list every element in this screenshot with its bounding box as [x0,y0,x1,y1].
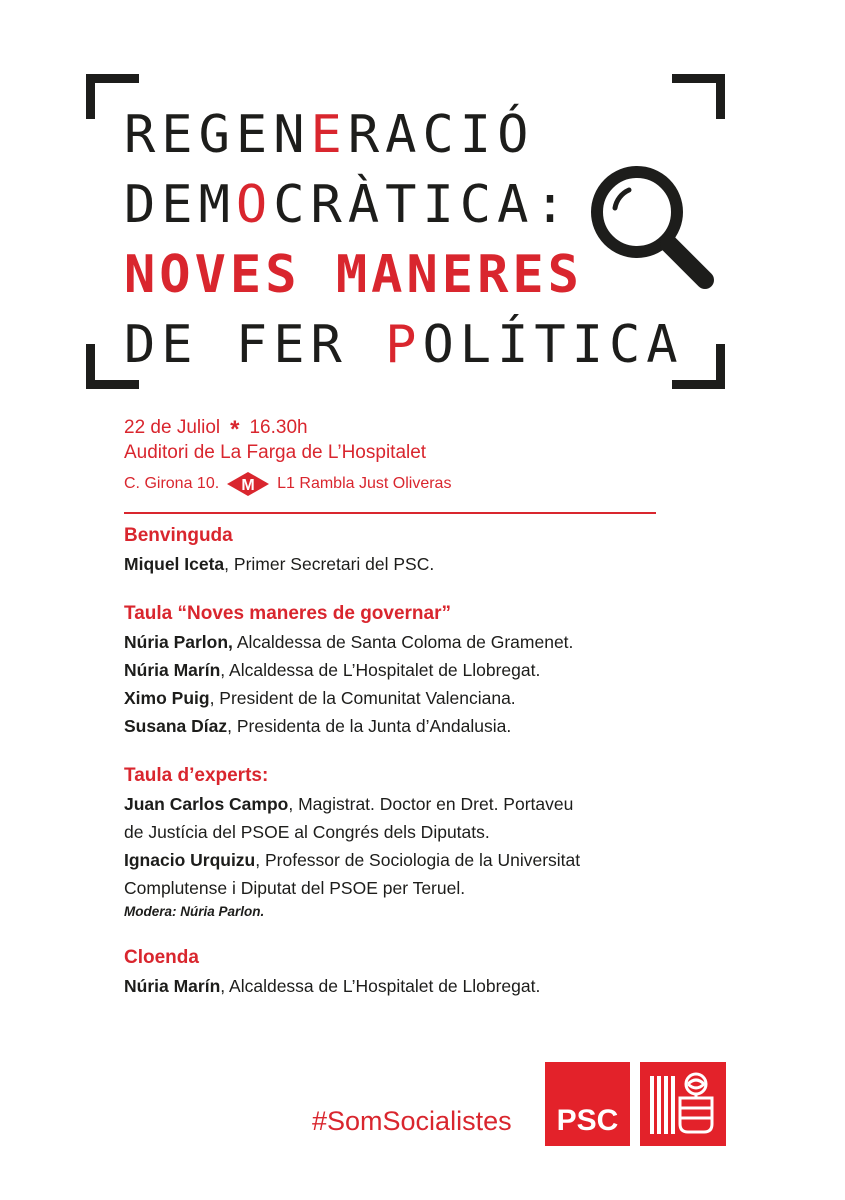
metro-line: L1 Rambla Just Oliveras [277,475,452,492]
magnifying-glass-icon [585,160,720,295]
title-line-2: DEMOCRÀTICA: [124,175,572,235]
speaker-name: Núria Marín [124,660,221,680]
speaker-name: Susana Díaz [124,716,228,736]
speaker-name: Miquel Iceta [124,554,225,574]
psc-logo: PSC [545,1062,630,1146]
speaker-line [124,712,684,740]
metro-letter: M [241,477,255,494]
speaker-line [124,550,684,578]
speaker-role: , Magistrat. Doctor en Dret. Portaveu [288,794,574,814]
separator-star: * [230,416,240,443]
psc-fist-rose-emblem [640,1062,726,1146]
speaker-role: , Professor de Sociologia de la Universitat [255,850,581,870]
speaker-line [124,684,684,712]
section-closing [124,944,684,1000]
speaker-line [124,628,684,656]
section-heading: Taula d’experts: [124,765,269,786]
event-time: 16.30h [249,417,308,438]
speaker-role: , Primer Secretari del PSC. [224,554,435,574]
speaker-role-continued: de Justícia del PSOE al Congrés dels Diputats. [124,822,490,842]
speaker-name: Núria Parlon, [124,632,233,652]
section-heading: Benvinguda [124,525,233,546]
speaker-role: , Presidenta de la Junta d’Andalusia. [227,716,512,736]
speaker-line [124,846,684,874]
divider-line [124,512,656,514]
hashtag: #SomSocialistes [312,1106,512,1136]
section-panel-governance [124,600,684,740]
section-heading: Taula “Noves maneres de governar” [124,603,451,624]
speaker-name: Juan Carlos Campo [124,794,289,814]
speaker-line [124,656,684,684]
metro-icon [227,472,269,496]
speaker-role: , Alcaldessa de L’Hospitalet de Llobregat. [220,976,541,996]
speaker-line [124,790,684,818]
speaker-name: Ignacio Urquizu [124,850,256,870]
speaker-line [124,972,684,1000]
section-panel-experts [124,762,684,922]
section-heading: Cloenda [124,947,199,968]
speaker-role: Alcaldessa de Santa Coloma de Gramenet. [232,632,574,652]
speaker-name: Núria Marín [124,976,221,996]
moderator-note: Modera: Núria Parlon. [124,904,265,919]
section-welcome [124,522,684,578]
event-date-time [124,412,308,443]
speaker-name: Ximo Puig [124,688,210,708]
program [124,522,684,1022]
speaker-role: , President de la Comunitat Valenciana. [209,688,516,708]
event-venue: Auditori de La Farga de L’Hospitalet [124,442,427,463]
title-line-3: NOVES MANERES [124,245,583,305]
speaker-role: , Alcaldessa de L’Hospitalet de Llobregat. [220,660,541,680]
event-address [124,472,451,496]
title-line-4: DE FER POLÍTICA [124,315,684,375]
address-street: C. Girona 10. [124,475,220,492]
event-date: 22 de Juliol [124,417,221,438]
speaker-role-continued: Complutense i Diputat del PSOE per Teruel. [124,878,466,898]
title-line-1: REGENERACIÓ [124,105,535,165]
